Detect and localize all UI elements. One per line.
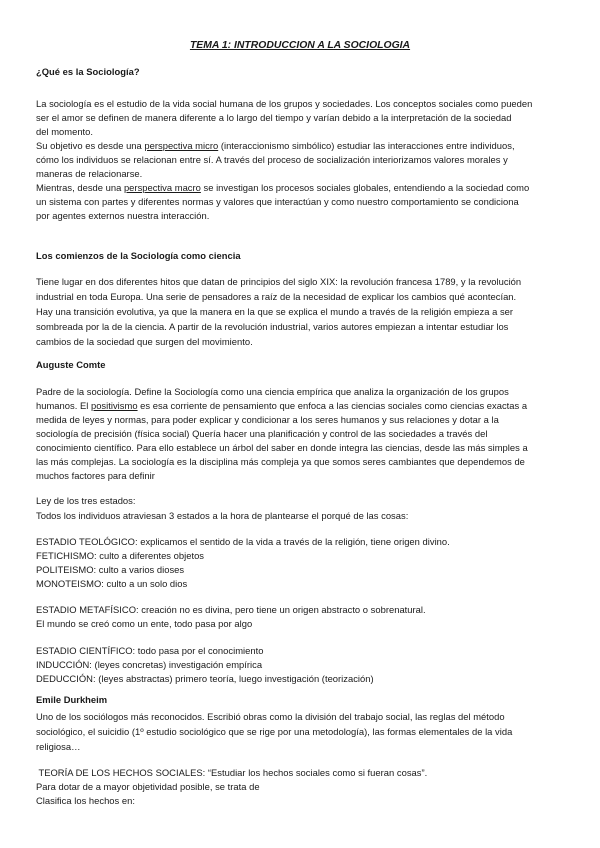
- paragraph-line: Tiene lugar en dos diferentes hitos que datan de principios del siglo XIX: la revolución francesa 1789, y la revolución: [36, 276, 522, 287]
- section-heading-emile-durkheim: Emile Durkheim: [36, 694, 108, 705]
- list-item: DEDUCCIÓN: (leyes abstractas) primero teoría, luego investigación (teorización): [36, 673, 374, 684]
- list-item: MONOTEISMO: culto a un solo dios: [36, 578, 188, 589]
- paragraph-line: Padre de la sociología. Define la Sociología como una ciencia empírica que analiza la organización de los grupos: [36, 386, 509, 397]
- list-item: POLITEISMO: culto a varios dioses: [36, 564, 185, 575]
- paragraph-line: Uno de los sociólogos más reconocidos. Escribió obras como la división del trabajo social, las reglas del método: [36, 711, 505, 722]
- paragraph-line: Para dotar de a mayor objetividad posible, se trata de: [36, 781, 260, 792]
- section-heading-auguste-comte: Auguste Comte: [36, 359, 106, 370]
- text-run: se investigan los procesos sociales globales, entendiendo a la sociedad como: [200, 182, 530, 193]
- paragraph-line: Hay una transición evolutiva, ya que la manera en la que se explica el mundo a través de la religión empieza a ser: [36, 306, 514, 317]
- paragraph-line: un sistema con partes y diferentes normas y valores que interactúan y como nuestro comportamiento se condiciona: [36, 196, 519, 207]
- section-heading-comienzos: Los comienzos de la Sociología como ciencia: [36, 250, 241, 261]
- document-title: TEMA 1: INTRODUCCION A LA SOCIOLOGIA: [189, 40, 411, 51]
- list-item: ESTADIO CIENTÍFICO: todo pasa por el conocimiento: [36, 645, 264, 656]
- text-run: (interaccionismo simbólico) estudiar las interacciones entre individuos,: [218, 140, 515, 151]
- paragraph-line: sociología de precisión (física social) Quería hacer una planificación y control de las sociedades a través del: [36, 428, 488, 439]
- paragraph-line: La sociología es el estudio de la vida social humana de los grupos y sociedades. Los conceptos sociales como pueden: [36, 98, 533, 109]
- paragraph-line: sombreada por la de la ciencia. A partir de la revolución industrial, varios autores empiezan a intentar estudiar los: [36, 321, 509, 332]
- paragraph-line: Ley de los tres estados:: [36, 495, 136, 506]
- underlined-term-perspectiva-micro: perspectiva micro: [144, 140, 219, 151]
- paragraph-line: maneras de relacionarse.: [36, 168, 143, 179]
- text-run: es esa corriente de pensamiento que enfoca a las ciencias sociales como ciencias exactas a: [137, 400, 528, 411]
- paragraph-line: TEORÍA DE LOS HECHOS SOCIALES: “Estudiar los hechos sociales como si fueran cosas”.: [36, 767, 428, 778]
- paragraph-line: las más complejas. La sociología es la disciplina más compleja ya que somos seres cambiantes que dependemos de: [36, 456, 525, 467]
- paragraph-line: por agentes externos nuestra interacción.: [36, 210, 210, 221]
- paragraph-line: ser el amor se definen de manera diferente a lo largo del tiempo y varían debido a la interpretación de la sociedad: [36, 112, 512, 123]
- paragraph-line: medida de leyes y normas, para poder explicar y condicionar a los seres humanos y sus relaciones y dotar a la: [36, 414, 499, 425]
- paragraph-line: [36, 182, 529, 194]
- paragraph-line: [36, 400, 527, 412]
- section-heading-que-es: ¿Qué es la Sociología?: [36, 66, 140, 77]
- paragraph-line: Clasifica los hechos en:: [36, 795, 135, 806]
- text-run: Su objetivo es desde una: [36, 140, 145, 151]
- list-item: INDUCCIÓN: (leyes concretas) investigación empírica: [36, 659, 263, 670]
- underlined-term-perspectiva-macro: perspectiva macro: [123, 182, 201, 193]
- paragraph-line: cómo los individuos se relacionan entre sí. A través del proceso de socialización interiorizamos valores morales y: [36, 154, 508, 165]
- paragraph-line: conocimiento científico. Para ello establece un árbol del saber en donde integra las ciencias, desde las más simples a: [36, 442, 528, 453]
- list-item: El mundo se creó como un ente, todo pasa por algo: [36, 618, 253, 629]
- list-item: ESTADIO TEOLÓGICO: explicamos el sentido de la vida a través de la religión, tiene origen divino.: [36, 536, 450, 547]
- list-item: FETICHISMO: culto a diferentes objetos: [36, 550, 205, 561]
- paragraph-line: religiosa…: [36, 741, 81, 752]
- paragraph-line: cambios de la sociedad que surgen del movimiento.: [36, 336, 253, 347]
- paragraph-line: muchos factores para definir: [36, 470, 155, 481]
- paragraph-line: sociológico, el suicidio (1º estudio sociológico que se rige por una metodología), las formas elementales de la vida: [36, 726, 513, 737]
- text-run: Mientras, desde una: [36, 182, 124, 193]
- paragraph-line: del momento.: [36, 126, 94, 137]
- paragraph-line: [36, 140, 515, 152]
- paragraph-line: Todos los individuos atraviesan 3 estados a la hora de plantearse el porqué de las cosas:: [36, 510, 409, 521]
- list-item: ESTADIO METAFÍSICO: creación no es divina, pero tiene un origen abstracto o sobrenatural.: [36, 604, 426, 615]
- text-run: humanos. El: [36, 400, 91, 411]
- underlined-term-positivismo: positivismo: [90, 400, 138, 411]
- paragraph-line: industrial en toda Europa. Una serie de pensadores a raíz de la necesidad de explicar los cambios qué acontecían.: [36, 291, 517, 302]
